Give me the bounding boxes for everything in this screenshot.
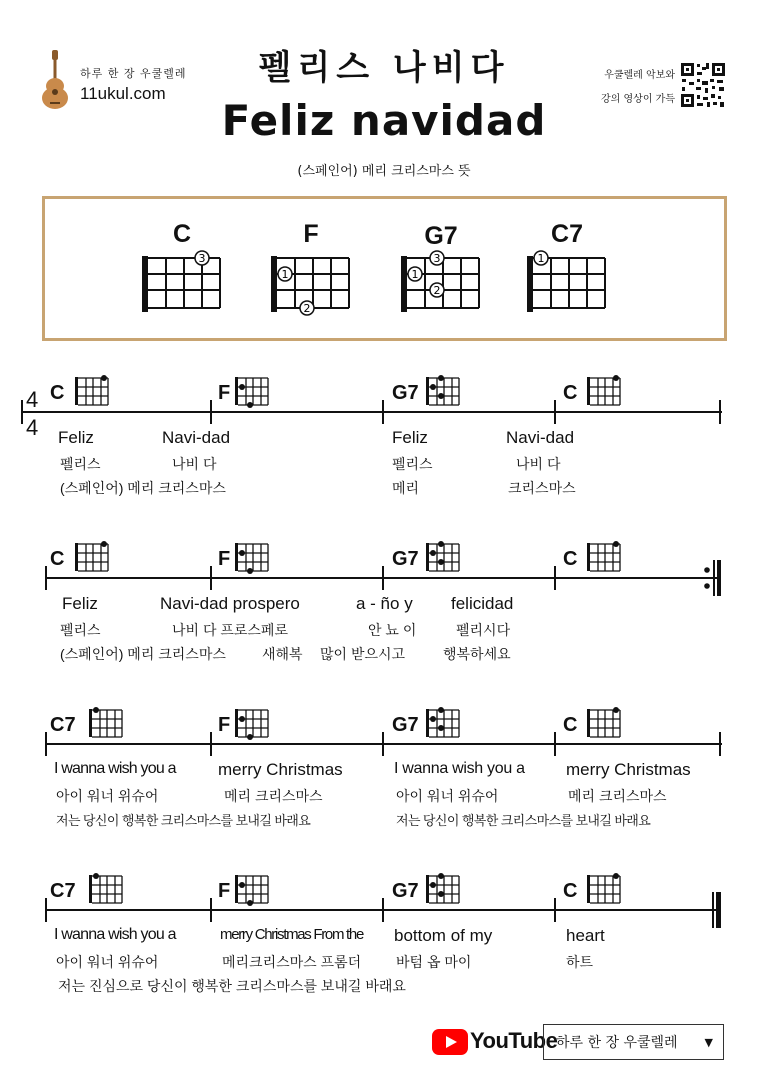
mini-chord-c-icon <box>586 872 622 906</box>
promo-line-2: 강의 영상이 가득 <box>601 94 675 105</box>
lyric-english: Navi-dad <box>162 428 231 447</box>
qr-code-icon[interactable] <box>680 62 726 108</box>
lyric-english: Feliz <box>392 428 428 447</box>
mini-chord-g7-icon <box>425 706 461 740</box>
lyric-pronunciation: 메리 크리스마스 <box>224 788 323 804</box>
bar-chord: F <box>218 880 231 902</box>
svg-text:1: 1 <box>411 268 419 281</box>
brand-url[interactable]: 11ukul.com <box>80 84 166 103</box>
lyric-pronunciation: 아이 워너 위슈어 <box>396 788 499 804</box>
music-system-2 <box>0 536 768 686</box>
music-system-3 <box>0 702 768 852</box>
lyric-english: heart <box>566 926 605 945</box>
title-korean: 펠리스 나비다 <box>258 48 510 88</box>
mini-chord-g7-icon <box>425 540 461 574</box>
lyric-pronunciation: 하트 <box>566 954 594 970</box>
lyric-pronunciation: 펠리시다 <box>456 622 511 638</box>
lyric-translation: 저는 당신이 행복한 크리스마스를 보내길 바래요 <box>56 813 311 828</box>
lyric-english: merry Christmas <box>566 760 691 779</box>
bar-chord: G7 <box>392 880 419 902</box>
subtitle: (스페인어) 메리 크리스마스 뜻 <box>297 164 471 179</box>
lyric-pronunciation: 바텀 옵 마이 <box>396 954 472 970</box>
svg-text:1: 1 <box>537 252 545 265</box>
mini-chord-c7-icon <box>88 706 124 740</box>
bar-chord: C <box>563 880 578 902</box>
youtube-play-icon[interactable] <box>432 1029 468 1055</box>
mini-chord-c-icon <box>74 374 110 408</box>
svg-text:3: 3 <box>198 252 206 265</box>
music-system-4 <box>0 868 768 1018</box>
caret-down-icon: ▼ <box>704 1036 713 1049</box>
mini-chord-c-icon <box>586 540 622 574</box>
chord-label-f: F <box>303 220 319 248</box>
lyric-translation: 저는 진심으로 당신이 행복한 크리스마스를 보내길 바래요 <box>58 978 406 994</box>
lyric-translation: 크리스마스 <box>508 480 576 496</box>
mini-chord-f-icon <box>234 374 270 408</box>
lyric-translation: 많이 받으시고 <box>320 646 406 662</box>
lyric-pronunciation: 펠리스 <box>392 456 433 472</box>
music-system-1 <box>0 370 768 520</box>
lyric-translation: 메리 <box>392 480 420 496</box>
lyric-pronunciation: 나비 다 <box>516 456 561 472</box>
lyric-translation: 행복하세요 <box>443 646 511 662</box>
bar-chord: F <box>218 714 231 736</box>
channel-name: 하루 한 장 우쿨렐레 <box>556 1035 678 1051</box>
bar-chord: G7 <box>392 382 419 404</box>
bar-chord: G7 <box>392 548 419 570</box>
mini-chord-c-icon <box>586 374 622 408</box>
lyric-english: Navi-dad prospero <box>160 594 300 613</box>
title-english: Feliz navidad <box>221 96 547 145</box>
lyric-pronunciation: 아이 워너 위슈어 <box>56 788 159 804</box>
bar-chord: C <box>563 548 578 570</box>
lyric-english: a - ño y <box>356 594 413 613</box>
lyric-english: merry Christmas From the <box>220 926 363 943</box>
bar-chord: C7 <box>50 880 76 902</box>
chord-label-c7: C7 <box>551 220 583 248</box>
bar-chord: C7 <box>50 714 76 736</box>
channel-selector[interactable] <box>543 1024 724 1060</box>
bar-chord: C <box>50 548 65 570</box>
lyric-english: merry Christmas <box>218 760 343 779</box>
time-signature-bottom: 4 <box>26 415 39 440</box>
lyric-translation: (스페인어) 메리 크리스마스 <box>60 646 226 662</box>
promo-line-1: 우쿨렐레 악보와 <box>604 70 675 81</box>
lyric-english: I wanna wish you a <box>394 760 525 777</box>
lyric-english: I wanna wish you a <box>54 926 176 943</box>
mini-chord-c-icon <box>74 540 110 574</box>
bar-chord: F <box>218 548 231 570</box>
lyric-english: Navi-dad <box>506 428 575 447</box>
chord-diagram-g7 <box>397 250 481 320</box>
chord-label-g7: G7 <box>424 222 458 250</box>
lyric-pronunciation: 메리크리스마스 프롬더 <box>222 954 362 970</box>
svg-text:1: 1 <box>281 268 289 281</box>
lyric-english: Feliz <box>62 594 98 613</box>
chord-diagram-c7 <box>523 250 607 320</box>
lyric-english: Feliz <box>58 428 94 447</box>
mini-chord-c-icon <box>586 706 622 740</box>
bar-chord: C <box>563 714 578 736</box>
lyric-pronunciation: 메리 크리스마스 <box>568 788 667 804</box>
svg-text:2: 2 <box>303 302 311 315</box>
mini-chord-f-icon <box>234 872 270 906</box>
lyric-pronunciation: 펠리스 <box>60 622 101 638</box>
lyric-pronunciation: 아이 워너 위슈어 <box>56 954 159 970</box>
lyric-pronunciation: 나비 다 프로스페로 <box>172 622 288 638</box>
staff-line <box>0 370 768 440</box>
mini-chord-f-icon <box>234 540 270 574</box>
lyric-english: bottom of my <box>394 926 493 945</box>
lyric-translation: 새해복 <box>262 646 303 662</box>
lyric-english: I wanna wish you a <box>54 760 176 777</box>
bar-chord: C <box>50 382 65 404</box>
lyric-translation: 저는 당신이 행복한 크리스마스를 보내길 바래요 <box>396 813 651 828</box>
bar-chord: C <box>563 382 578 404</box>
mini-chord-c7-icon <box>88 872 124 906</box>
bar-chord: F <box>218 382 231 404</box>
time-signature-top: 4 <box>26 387 39 412</box>
svg-text:2: 2 <box>433 284 441 297</box>
lyric-pronunciation: 안 뇨 이 <box>368 622 417 638</box>
svg-text:3: 3 <box>433 252 441 265</box>
brand-name: 하루 한 장 우쿨렐레 <box>80 67 187 80</box>
lyric-pronunciation: 펠리스 <box>60 456 101 472</box>
bar-chord: G7 <box>392 714 419 736</box>
lyric-pronunciation: 나비 다 <box>172 456 217 472</box>
youtube-wordmark[interactable]: YouTube <box>470 1028 558 1053</box>
chord-diagram-c <box>138 250 222 320</box>
mini-chord-f-icon <box>234 706 270 740</box>
chord-diagram-f <box>267 250 351 320</box>
chord-label-c: C <box>172 220 192 248</box>
lyric-english: felicidad <box>451 594 514 613</box>
lyric-translation: (스페인어) 메리 크리스마스 <box>60 480 226 496</box>
mini-chord-g7-icon <box>425 872 461 906</box>
mini-chord-g7-icon <box>425 374 461 408</box>
